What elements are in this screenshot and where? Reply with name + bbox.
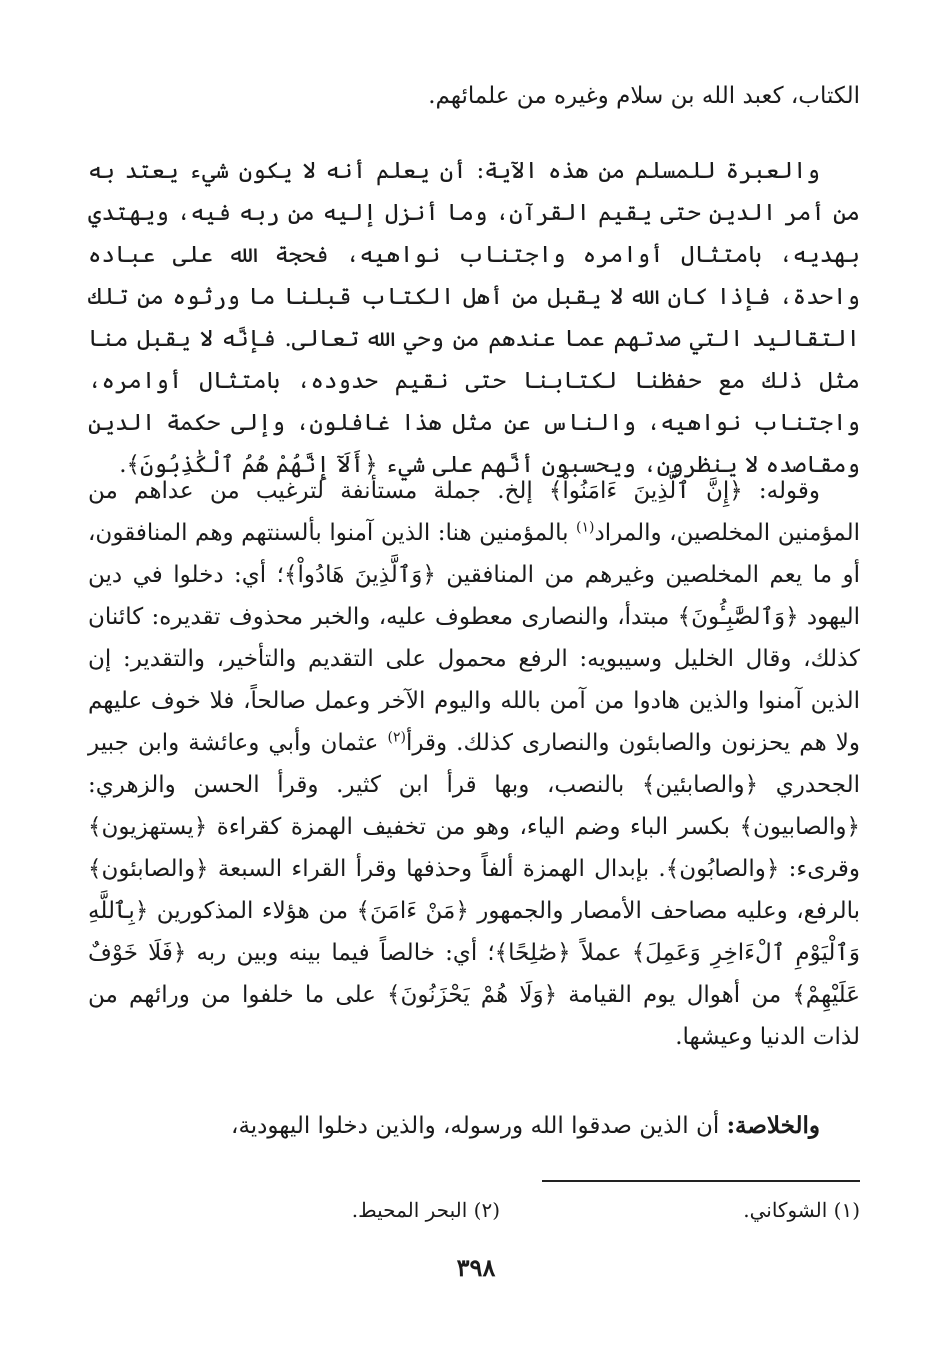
page-number: ٣٩٨ (456, 1253, 496, 1282)
continuation-text: الكتاب، كعبد الله بن سلام وغيره من علمائهم. (428, 83, 860, 109)
footnote-ref-1: (١) (576, 519, 595, 536)
paragraph-commentary (88, 470, 860, 1058)
paragraph-text (88, 470, 860, 1058)
summary-label: والخلاصة: (726, 1112, 820, 1139)
paragraph-lesson (88, 150, 860, 486)
summary-body: أن الذين صدقوا الله ورسوله، والذين دخلوا اليهودية، (231, 1113, 727, 1139)
footnote-ref-2: (٢) (387, 729, 406, 746)
summary-text (88, 1105, 860, 1147)
commentary-part-a: وقوله: ﴿إِنَّ ٱلَّذِينَ ءَامَنُواْ﴾ إلخ. جملة مستأنفة لترغيب من عداهم من المؤمنين المخلصين، والمراد (88, 478, 860, 546)
footnote-1: (١) الشوكاني. (743, 1198, 860, 1222)
footnotes (88, 1190, 860, 1230)
footnote-divider (542, 1180, 860, 1182)
commentary-part-c: عثمان وأبي وعائشة وابن جبير الجحدري ﴿والصابئين﴾ بالنصب، وبها قرأ ابن كثير. وقرأ الحسن والزهري: ﴿والصابيون﴾ بكسر الباء وضم الياء، وهو من تخفيف الهمزة كقراءة ﴿يستهزيون﴾ وقرىء: ﴿والصابُون﴾. بإبدال الهمزة ألفاً وحذفها وقرأ القراء السبعة ﴿والصابئون﴾ بالرفع، وعليه مصاحف الأمصار والجمهور ﴿مَنْ ءَامَنَ﴾ من هؤلاء المذكورين ﴿بِٱللَّهِ وَٱلْيَوْمِ ٱلْءَاخِرِ وَعَمِلَ﴾ عملاً ﴿صَٰلِحًا﴾؛ أي: خالصاً فيما بينه وبين ربه ﴿فَلَا خَوْفٌ عَلَيْهِمْ﴾ من أهوال يوم القيامة ﴿وَلَا هُمْ يَحْزَنُونَ﴾ على ما خلفوا من ورائهم من لذات الدنيا وعيشها. (88, 730, 860, 1050)
opening-line (88, 75, 860, 117)
paragraph-text: والعبرة للمسلم من هذه الآية: أن يعلم أنه لا يكون شيء يعتد به من أمر الدين حتى يقيم القرآن، وما أنزل إليه من ربه فيه، ويهتدي بهديه، بامتثال أوامره واجتناب نواهيه، فحجة الله على عباده واحدة، فإذا كان الله لا يقبل من أهل الكتاب قبلنا ما ورثوه من تلك التقاليد التي صدتهم عما عندهم من وحي الله تعالى. فإنَّه لا يقبل منا مثل ذلك مع حفظنا لكتابنا حتى نقيم حدوده، بامتثال أوامره، واجتناب نواهيه، والناس عن مثل هذا غافلون، وإلى حكمة الدين ومقاصده لا ينظرون، ويحسبون أنَّهم على شيء ﴿أَلَآ إِنَّهُمْ هُمُ ٱلْكَٰذِبُونَ﴾. (88, 158, 860, 478)
footnote-2: (٢) البحر المحيط. (351, 1198, 500, 1222)
paragraph-summary (88, 1105, 860, 1147)
commentary-part-b: بالمؤمنين هنا: الذين آمنوا بألسنتهم وهم المنافقون، أو ما يعم المخلصين وغيرهم من المنافقين ﴿وَٱلَّذِينَ هَادُواْ﴾؛ أي: دخلوا في دين اليهود ﴿وَٱلصَّٰبِـُٔونَ﴾ مبتدأ، والنصارى معطوف عليه، والخبر محذوف تقديره: كائنان كذلك، وقال الخليل وسيبويه: الرفع محمول على التقديم والتأخير، والتقدير: إن الذين آمنوا والذين هادوا من آمن بالله واليوم الآخر وعمل صالحاً، فلا خوف عليهم ولا هم يحزنون والصابئون والنصارى كذلك. وقرأ (88, 520, 860, 756)
